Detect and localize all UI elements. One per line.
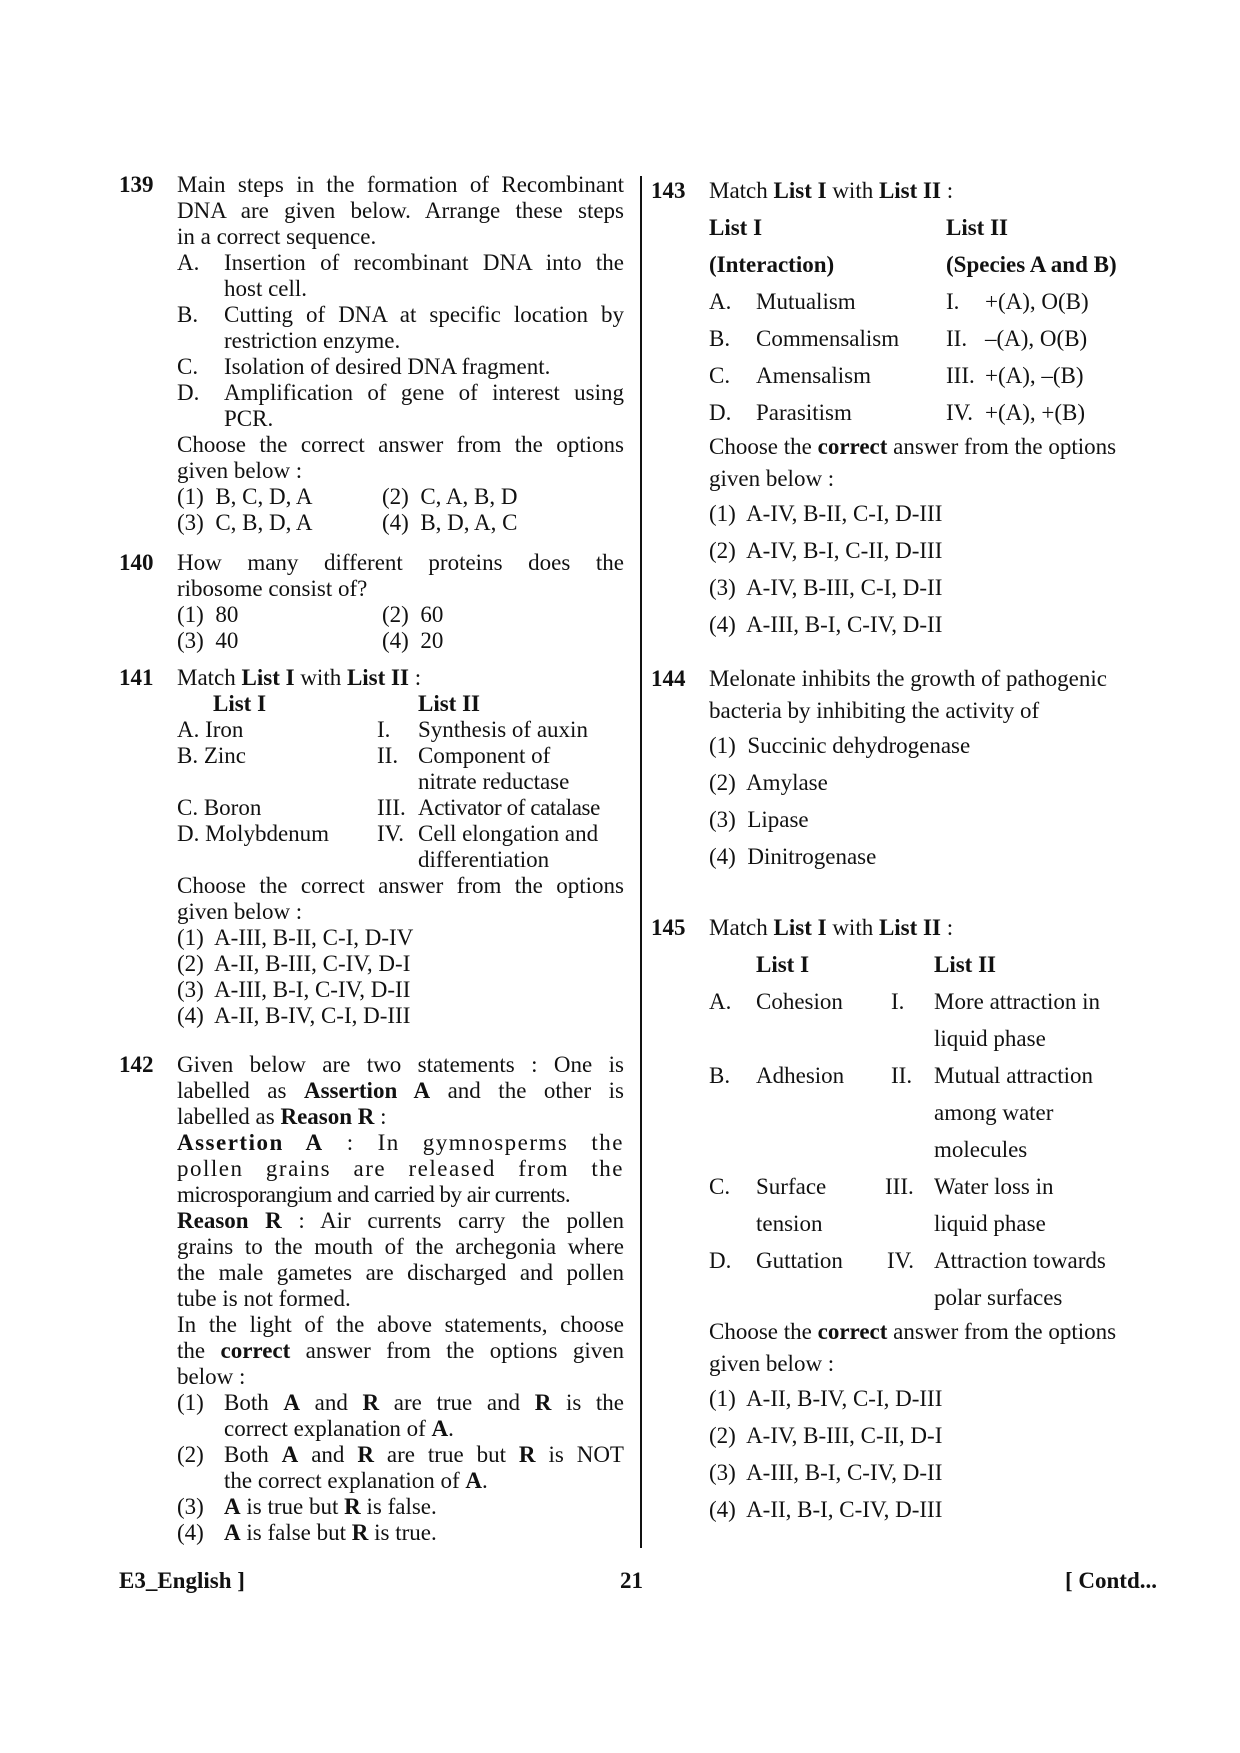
option-4[interactable]: (4) 20 — [382, 628, 444, 653]
option-2[interactable]: (2) Amylase — [709, 770, 828, 795]
option-3[interactable]: (3) C, B, D, A — [177, 510, 313, 535]
option-1[interactable]: (1) Both A and R are true and R is the — [177, 1390, 625, 1415]
option-4[interactable]: (4) A-III, B-I, C-IV, D-II — [709, 612, 943, 637]
option-3[interactable]: (3) 40 — [177, 628, 239, 653]
option-3[interactable]: (3) A-III, B-I, C-IV, D-II — [709, 1460, 943, 1485]
option-1[interactable]: (1) A-IV, B-II, C-I, D-III — [709, 501, 943, 526]
question-number: 142 — [119, 1052, 154, 1077]
list2-header: List II — [946, 215, 1008, 240]
question-stem: Match List I with List II : — [177, 665, 422, 690]
list1-header: List I — [756, 952, 810, 977]
footer-left: E3_English ] — [119, 1568, 245, 1593]
option-3[interactable]: (3) A-III, B-I, C-IV, D-II — [177, 977, 411, 1002]
option-2[interactable]: (2) A-IV, B-I, C-II, D-III — [709, 538, 943, 563]
question-number: 139 — [119, 172, 154, 197]
page-number: 21 — [620, 1568, 643, 1593]
option-1[interactable]: (1) 80 — [177, 602, 239, 627]
option-3[interactable]: (3) Lipase — [709, 807, 809, 832]
assertion: Assertion A : In gymnosperms the — [177, 1130, 624, 1155]
option-2[interactable]: (2) A-II, B-III, C-IV, D-I — [177, 951, 411, 976]
question-number: 143 — [651, 178, 686, 203]
list1-header: List I — [213, 691, 267, 716]
question-number: 144 — [651, 666, 686, 691]
question-stem: Match List I with List II : — [709, 915, 954, 940]
question-number: 140 — [119, 550, 154, 575]
option-3[interactable]: (3) A-IV, B-III, C-I, D-II — [709, 575, 943, 600]
option-2[interactable]: (2) A-IV, B-III, C-II, D-I — [709, 1423, 943, 1448]
option-4[interactable]: (4) B, D, A, C — [382, 510, 518, 535]
option-4[interactable]: (4) A-II, B-IV, C-I, D-III — [177, 1003, 411, 1028]
footer-right: [ Contd... — [1064, 1568, 1157, 1593]
question-stem: Match List I with List II : — [709, 178, 954, 203]
option-4[interactable]: (4) A is false but R is true. — [177, 1520, 437, 1545]
option-4[interactable]: (4) Dinitrogenase — [709, 844, 877, 869]
option-1[interactable]: (1) A-III, B-II, C-I, D-IV — [177, 925, 414, 950]
option-1[interactable]: (1) A-II, B-IV, C-I, D-III — [709, 1386, 943, 1411]
column-divider — [640, 176, 642, 1548]
option-2[interactable]: (2) C, A, B, D — [382, 484, 518, 509]
option-row — [177, 484, 624, 510]
option-1[interactable]: (1) Succinic dehydrogenase — [709, 733, 971, 758]
question-number: 141 — [119, 665, 154, 690]
list2-header: List II — [418, 691, 480, 716]
list2-header: List II — [934, 952, 996, 977]
question-number: 145 — [651, 915, 686, 940]
option-2[interactable]: (2) 60 — [382, 602, 444, 627]
option-3[interactable]: (3) A is true but R is false. — [177, 1494, 437, 1519]
list1-header: List I — [709, 215, 763, 240]
option-1[interactable]: (1) B, C, D, A — [177, 484, 313, 509]
option-2[interactable]: (2) Both A and R are true but R is NOT — [177, 1442, 624, 1467]
reason: Reason R : Air currents carry the pollen — [177, 1208, 624, 1233]
option-row — [177, 510, 624, 536]
option-4[interactable]: (4) A-II, B-I, C-IV, D-III — [709, 1497, 943, 1522]
question-stem: Main steps in the formation of Recombinant DNA are given below. Arrange these steps in a correct sequence. — [177, 172, 624, 249]
